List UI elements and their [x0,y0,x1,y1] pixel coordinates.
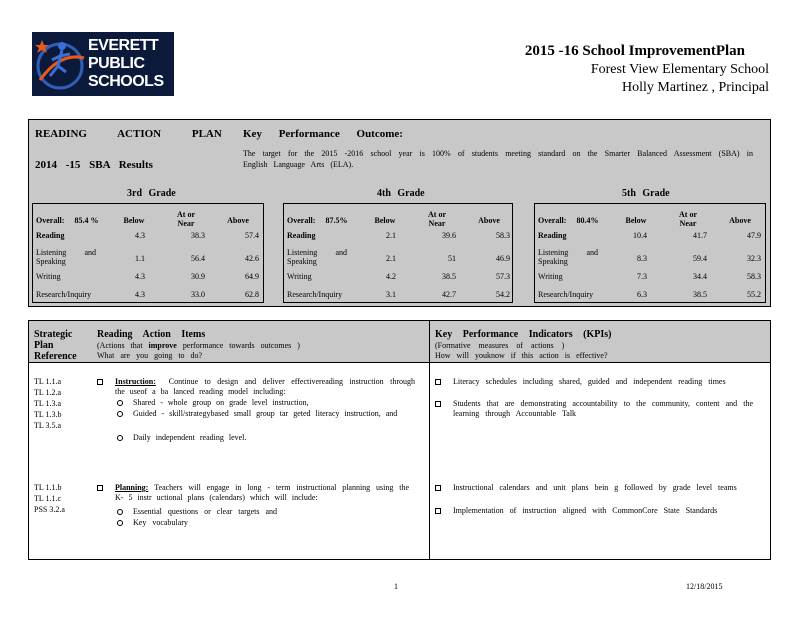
ref-tl-1-1-a: TL 1.1.a [34,377,62,386]
col-header-below: Below [625,216,647,225]
score-value: 30.9 [191,272,205,281]
score-value: 57.3 [496,272,510,281]
score-value: 55.2 [747,290,761,299]
col-reference-label: Reference [34,351,77,362]
ref-pss-3-2-a: PSS 3.2.a [34,505,65,514]
grade-4-heading: 4th Grade [377,188,425,199]
logo-text-line2: PUBLIC [88,55,145,72]
col-plan-label: Plan [34,340,54,351]
col-header-below: Below [123,216,145,225]
ref-tl-3-5-a: TL 3.5.a [34,421,62,430]
action-items-table [28,320,771,560]
logo-text-line1: EVERETT [88,37,159,54]
reading-action-plan-title: READING ACTION PLAN [35,128,222,140]
row-label: Reading [538,231,567,240]
kpi-literacy-schedules: Literacy schedules including shared, guided and independent reading times [453,377,726,386]
sub-item-guided: Guided - skill/strategybased small group tar geted literacy instruction, and [133,409,398,418]
score-value: 38.5 [693,290,707,299]
sub-item-essential-questions: Essential questions or clear targets and [133,507,278,516]
score-value: 38.5 [442,272,456,281]
sba-results-label: 2014 -15 SBA Results [35,159,153,171]
circle-bullet-icon [117,399,123,408]
overall-label: Overall: 80.4% [538,216,599,225]
score-value: 4.3 [135,272,145,281]
key-performance-outcome-label: Key Performance Outcome: [243,128,403,140]
score-value: 54.2 [496,290,510,299]
ref-tl-1-2-a: TL 1.2.a [34,388,62,397]
col-header-at-or-near: At or Near [177,210,195,228]
target-statement: The target for the 2015 -2016 school year is 100% of students meeting standard on the Smarter Balanced Assessment (SBA) in English Language Arts (ELA). [243,149,753,169]
footer-date: 12/18/2015 [686,582,723,591]
row-label: Reading [36,231,65,240]
ref-tl-1-1-c: TL 1.1.c [34,494,62,503]
checkbox-bullet-icon [97,378,103,387]
col-kpi-sub: (Formative measures of actions ) [435,341,565,350]
score-value: 1.1 [135,254,145,263]
col-kpi-title: Key Performance Indicators (KPIs) [435,329,612,340]
col-header-at-or-near: At or Near [679,210,697,228]
row-label: Research/Inquiry [287,290,343,299]
col-header-below: Below [374,216,396,225]
score-value: 46.9 [496,254,510,263]
score-value: 58.3 [496,231,510,240]
kpi-accountable-talk: Students that are demonstrating accountability to the community, content and the learning through Accountable Talk [453,399,753,418]
col-header-above: Above [478,216,500,225]
score-value: 62.8 [245,290,259,299]
sub-item-key-vocabulary: Key vocabulary [133,518,188,527]
row-label: Writing [287,272,312,281]
score-value: 51 [448,254,456,263]
circle-bullet-icon [117,508,123,517]
score-value: 33.0 [191,290,205,299]
grade-5-table [534,203,766,303]
score-value: 59.4 [693,254,707,263]
logo-text-line3: SCHOOLS [88,73,164,90]
plan-title: 2015 -16 School ImprovementPlan [524,43,745,59]
score-value: 47.9 [747,231,761,240]
row-label: Listening and Speaking [36,248,96,266]
score-value: 64.9 [245,272,259,281]
ref-tl-1-1-b: TL 1.1.b [34,483,62,492]
score-value: 10.4 [633,231,647,240]
row-label: Listening and Speaking [538,248,598,266]
row-label: Writing [36,272,61,281]
col-action-items-title: Reading Action Items [97,329,206,340]
score-value: 7.3 [637,272,647,281]
column-divider [429,321,430,559]
col-kpi-question: How will youknow if this action is effective? [435,351,608,360]
col-header-above: Above [227,216,249,225]
runner-star-logo-icon [32,32,92,96]
grade-3-heading: 3rd Grade [127,188,176,199]
ref-tl-1-3-a: TL 1.3.a [34,399,62,408]
col-header-at-or-near: At or Near [428,210,446,228]
district-logo [32,32,174,96]
row-label: Research/Inquiry [538,290,594,299]
row-label: Reading [287,231,316,240]
kpi-implementation: Implementation of instruction aligned with CommonCore State Standards [453,506,718,515]
score-value: 32.3 [747,254,761,263]
ref-tl-1-3-b: TL 1.3.b [34,410,62,419]
checkbox-bullet-icon [435,400,441,409]
score-value: 4.3 [135,290,145,299]
overall-label: Overall: 87.5% [287,216,348,225]
score-value: 4.3 [135,231,145,240]
score-value: 56.4 [191,254,205,263]
sub-item-shared: Shared - whole group on grade level instruction, [133,398,309,407]
page-number: 1 [394,582,398,591]
col-action-items-question: What are you going to do? [97,351,203,360]
row-label: Research/Inquiry [36,290,92,299]
planning-action: Planning: Teachers will engage in long - term instructional planning using the K- 5 instr uctional plans (calendars) which will include: [115,483,409,502]
grade-3-table [32,203,264,303]
score-value: 58.3 [747,272,761,281]
overall-label: Overall: 85.4 % [36,216,99,225]
principal-name: Holly Martinez , Principal [622,80,769,95]
score-value: 42.7 [442,290,456,299]
kpi-instructional-calendars: Instructional calendars and unit plans bein g followed by grade level teams [453,483,737,492]
score-value: 38.3 [191,231,205,240]
score-value: 4.2 [386,272,396,281]
sub-item-daily: Daily independent reading level. [133,433,247,442]
score-value: 2.1 [386,254,396,263]
score-value: 6.3 [637,290,647,299]
checkbox-bullet-icon [435,378,441,387]
score-value: 41.7 [693,231,707,240]
reading-action-plan-section [28,119,771,307]
score-value: 42.6 [245,254,259,263]
score-value: 3.1 [386,290,396,299]
school-name: Forest View Elementary School [590,62,769,77]
checkbox-bullet-icon [435,484,441,493]
circle-bullet-icon [117,434,123,443]
score-value: 34.4 [693,272,707,281]
row-label: Writing [538,272,563,281]
grade-5-heading: 5th Grade [622,188,670,199]
grade-4-table [283,203,513,303]
col-action-items-sub: (Actions that improve performance towards outcomes ) [97,341,300,350]
circle-bullet-icon [117,519,123,528]
col-strategic-label: Strategic [34,329,73,340]
checkbox-bullet-icon [97,484,103,493]
checkbox-bullet-icon [435,507,441,516]
score-value: 8.3 [637,254,647,263]
score-value: 39.6 [442,231,456,240]
row-label: Listening and Speaking [287,248,347,266]
score-value: 2.1 [386,231,396,240]
col-header-above: Above [729,216,751,225]
instruction-action: Instruction: Continue to design and deliver effectivereading instruction through the useof a ba lanced reading model including: [115,377,415,396]
score-value: 57.4 [245,231,259,240]
circle-bullet-icon [117,410,123,419]
